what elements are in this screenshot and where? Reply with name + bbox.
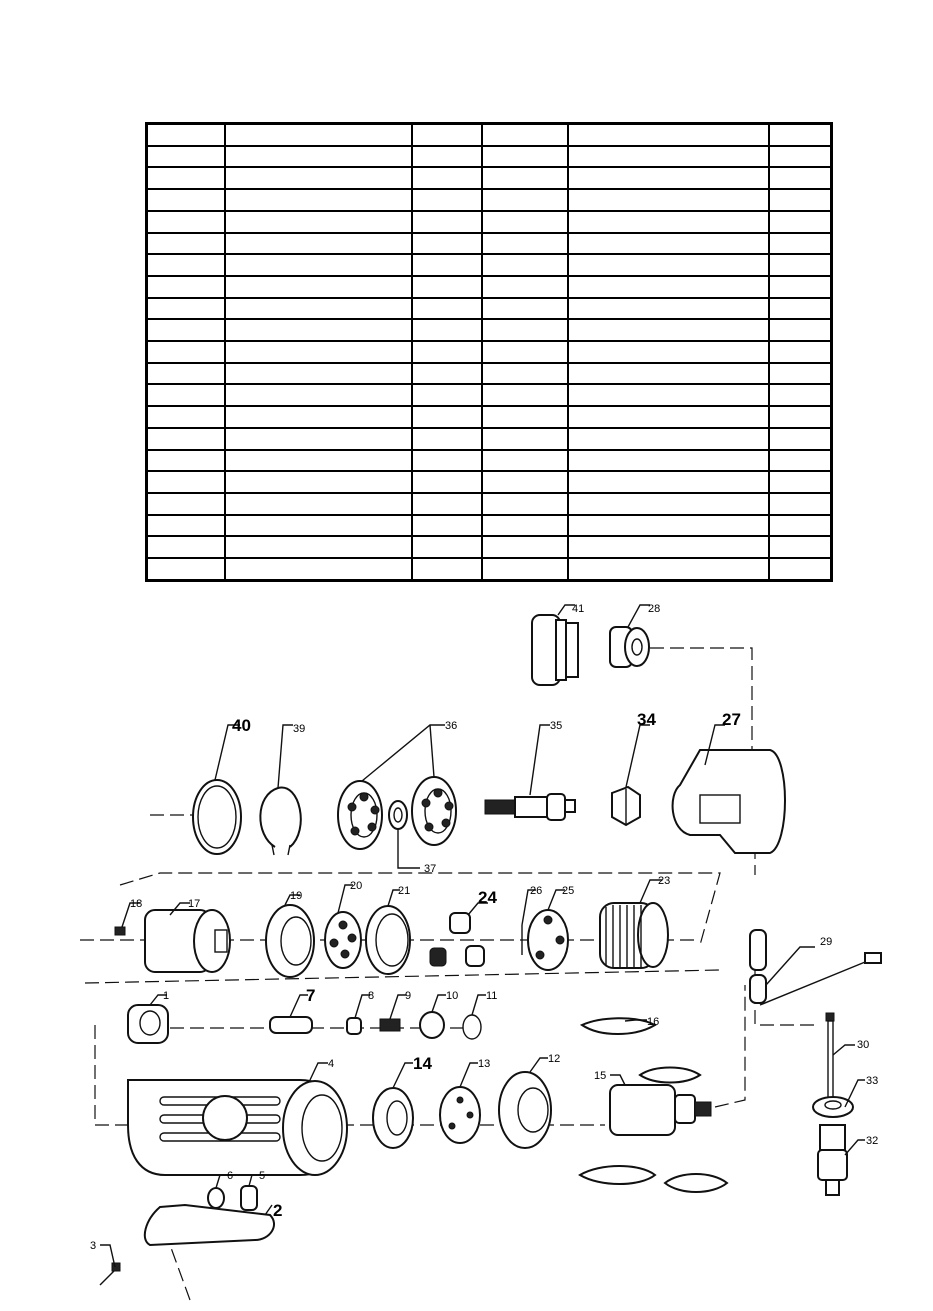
table-row xyxy=(147,558,832,580)
table-cell xyxy=(568,536,769,558)
label-27: 27 xyxy=(722,710,741,729)
table-cell xyxy=(225,471,412,493)
table-cell xyxy=(482,298,568,320)
table-cell xyxy=(568,471,769,493)
table-cell xyxy=(147,319,225,341)
label-17: 17 xyxy=(188,898,201,910)
table-cell xyxy=(412,493,482,515)
table-cell xyxy=(769,471,832,493)
label-5: 5 xyxy=(259,1170,266,1182)
label-40: 40 xyxy=(232,716,251,735)
assembly-lines xyxy=(80,648,820,1300)
label-41: 41 xyxy=(572,603,585,615)
table-cell xyxy=(769,319,832,341)
part-30 xyxy=(826,1013,834,1101)
table-cell xyxy=(568,558,769,580)
table-row xyxy=(147,189,832,211)
table-cell xyxy=(482,341,568,363)
part-2 xyxy=(145,1205,274,1245)
table-cell xyxy=(225,341,412,363)
label-16: 16 xyxy=(647,1016,660,1028)
table-cell xyxy=(482,233,568,255)
table-cell xyxy=(568,167,769,189)
label-24: 24 xyxy=(478,888,497,907)
part-12 xyxy=(499,1072,551,1148)
table-cell xyxy=(568,124,769,146)
label-18: 18 xyxy=(130,898,143,910)
table-row xyxy=(147,384,832,406)
label-14: 14 xyxy=(413,1054,432,1073)
table-cell xyxy=(147,298,225,320)
part-25 xyxy=(528,910,568,970)
part-39 xyxy=(260,787,300,855)
table-cell xyxy=(568,384,769,406)
part-13 xyxy=(440,1087,480,1143)
table-cell xyxy=(147,146,225,168)
table-row xyxy=(147,450,832,472)
label-3: 3 xyxy=(90,1240,97,1252)
part-36-bearing-b xyxy=(412,777,456,845)
table-row xyxy=(147,276,832,298)
table-cell xyxy=(412,319,482,341)
table-cell xyxy=(225,493,412,515)
label-13: 13 xyxy=(478,1058,491,1070)
table-cell xyxy=(568,276,769,298)
table-row xyxy=(147,211,832,233)
table-cell xyxy=(412,233,482,255)
table-cell xyxy=(482,254,568,276)
label-20: 20 xyxy=(350,880,363,892)
part-15 xyxy=(610,1085,711,1135)
table-cell xyxy=(769,254,832,276)
table-cell xyxy=(412,146,482,168)
label-26: 26 xyxy=(530,885,543,897)
table-row xyxy=(147,254,832,276)
table-cell xyxy=(225,428,412,450)
part-20 xyxy=(325,912,361,968)
table-cell xyxy=(147,254,225,276)
table-row xyxy=(147,233,832,255)
table-cell xyxy=(412,298,482,320)
part-10 xyxy=(420,1012,444,1038)
table-cell xyxy=(225,450,412,472)
parts-table xyxy=(145,122,833,582)
parts-table-body xyxy=(147,124,832,581)
table-cell xyxy=(147,406,225,428)
label-30: 30 xyxy=(857,1039,870,1051)
part-32 xyxy=(818,1125,847,1195)
table-cell xyxy=(412,471,482,493)
table-cell xyxy=(412,450,482,472)
table-cell xyxy=(482,428,568,450)
table-cell xyxy=(225,211,412,233)
table-cell xyxy=(482,363,568,385)
table-cell xyxy=(412,211,482,233)
table-cell xyxy=(412,406,482,428)
label-15: 15 xyxy=(594,1070,607,1082)
table-cell xyxy=(225,406,412,428)
table-cell xyxy=(482,515,568,537)
label-6: 6 xyxy=(227,1170,234,1182)
exploded-parts-diagram xyxy=(0,585,933,1311)
table-cell xyxy=(225,124,412,146)
table-cell xyxy=(412,384,482,406)
table-cell xyxy=(412,167,482,189)
table-cell xyxy=(568,189,769,211)
table-row xyxy=(147,406,832,428)
table-cell xyxy=(568,450,769,472)
table-cell xyxy=(769,493,832,515)
table-cell xyxy=(769,211,832,233)
label-32: 32 xyxy=(866,1135,879,1147)
part-8 xyxy=(347,1018,361,1034)
table-cell xyxy=(568,298,769,320)
table-cell xyxy=(147,384,225,406)
part-3 xyxy=(100,1263,120,1285)
label-39: 39 xyxy=(293,723,306,735)
table-row xyxy=(147,341,832,363)
label-1: 1 xyxy=(163,990,170,1002)
table-row xyxy=(147,146,832,168)
table-cell xyxy=(568,341,769,363)
table-cell xyxy=(482,124,568,146)
table-cell xyxy=(225,558,412,580)
table-cell xyxy=(412,515,482,537)
table-cell xyxy=(412,189,482,211)
table-cell xyxy=(147,536,225,558)
label-7: 7 xyxy=(306,986,316,1005)
table-cell xyxy=(482,558,568,580)
table-cell xyxy=(482,493,568,515)
table-cell xyxy=(769,146,832,168)
table-cell xyxy=(769,124,832,146)
table-cell xyxy=(412,536,482,558)
table-cell xyxy=(147,515,225,537)
table-cell xyxy=(568,515,769,537)
table-cell xyxy=(225,363,412,385)
table-cell xyxy=(412,341,482,363)
table-cell xyxy=(482,319,568,341)
part-4 xyxy=(128,1080,347,1175)
label-9: 9 xyxy=(405,990,412,1002)
table-cell xyxy=(225,298,412,320)
table-cell xyxy=(769,189,832,211)
table-row xyxy=(147,493,832,515)
table-cell xyxy=(568,254,769,276)
table-cell xyxy=(769,363,832,385)
table-cell xyxy=(147,450,225,472)
table-cell xyxy=(769,233,832,255)
table-cell xyxy=(482,211,568,233)
label-8: 8 xyxy=(368,990,375,1002)
part-28 xyxy=(610,627,649,667)
table-cell xyxy=(568,146,769,168)
table-cell xyxy=(225,254,412,276)
table-cell xyxy=(482,471,568,493)
table-cell xyxy=(147,276,225,298)
part-23 xyxy=(600,903,668,968)
table-cell xyxy=(482,167,568,189)
table-cell xyxy=(482,536,568,558)
part-33 xyxy=(813,1097,853,1117)
label-4: 4 xyxy=(328,1058,335,1070)
table-cell xyxy=(225,167,412,189)
label-36: 36 xyxy=(445,720,458,732)
table-cell xyxy=(225,189,412,211)
label-19: 19 xyxy=(290,890,303,902)
label-34: 34 xyxy=(637,710,656,729)
table-cell xyxy=(412,124,482,146)
table-row xyxy=(147,515,832,537)
table-cell xyxy=(568,211,769,233)
part-24 xyxy=(430,913,484,966)
part-41 xyxy=(532,615,578,685)
table-cell xyxy=(412,276,482,298)
table-cell xyxy=(769,558,832,580)
table-row xyxy=(147,124,832,146)
table-row xyxy=(147,167,832,189)
part-21 xyxy=(366,906,410,974)
table-cell xyxy=(568,493,769,515)
table-cell xyxy=(482,406,568,428)
part-27 xyxy=(673,750,785,853)
table-cell xyxy=(769,276,832,298)
part-14 xyxy=(373,1088,413,1148)
table-cell xyxy=(769,384,832,406)
table-cell xyxy=(412,558,482,580)
table-cell xyxy=(412,363,482,385)
part-34 xyxy=(612,787,640,825)
label-25: 25 xyxy=(562,885,575,897)
table-cell xyxy=(225,233,412,255)
table-cell xyxy=(147,493,225,515)
part-1 xyxy=(128,1005,168,1043)
table-cell xyxy=(769,406,832,428)
part-6 xyxy=(208,1188,224,1208)
table-cell xyxy=(225,319,412,341)
table-cell xyxy=(568,233,769,255)
label-12: 12 xyxy=(548,1053,561,1065)
part-18 xyxy=(115,927,125,935)
table-cell xyxy=(568,363,769,385)
table-cell xyxy=(769,341,832,363)
part-19 xyxy=(266,905,314,977)
table-cell xyxy=(769,536,832,558)
table-cell xyxy=(147,558,225,580)
table-cell xyxy=(147,211,225,233)
table-row xyxy=(147,319,832,341)
table-cell xyxy=(147,363,225,385)
table-cell xyxy=(412,254,482,276)
part-35 xyxy=(485,794,575,820)
part-9 xyxy=(380,1019,400,1031)
table-cell xyxy=(147,124,225,146)
part-29 xyxy=(750,930,881,1005)
label-21: 21 xyxy=(398,885,411,897)
table-cell xyxy=(147,167,225,189)
table-cell xyxy=(482,189,568,211)
table-cell xyxy=(769,450,832,472)
table-cell xyxy=(225,146,412,168)
label-23: 23 xyxy=(658,875,671,887)
table-cell xyxy=(225,536,412,558)
table-cell xyxy=(568,319,769,341)
table-cell xyxy=(482,384,568,406)
table-cell xyxy=(147,233,225,255)
label-10: 10 xyxy=(446,990,459,1002)
table-cell xyxy=(147,471,225,493)
label-2: 2 xyxy=(273,1201,283,1220)
table-cell xyxy=(225,276,412,298)
label-33: 33 xyxy=(866,1075,879,1087)
table-cell xyxy=(225,384,412,406)
label-29: 29 xyxy=(820,936,833,948)
table-row xyxy=(147,536,832,558)
table-row xyxy=(147,363,832,385)
table-cell xyxy=(482,276,568,298)
table-cell xyxy=(147,189,225,211)
part-17 xyxy=(145,910,230,972)
part-36-bearing-a xyxy=(338,781,382,849)
label-11: 11 xyxy=(486,990,498,1002)
table-cell xyxy=(568,428,769,450)
table-cell xyxy=(482,450,568,472)
label-35: 35 xyxy=(550,720,563,732)
table-row xyxy=(147,471,832,493)
table-cell xyxy=(769,298,832,320)
table-cell xyxy=(482,146,568,168)
part-40 xyxy=(193,780,241,854)
table-cell xyxy=(769,515,832,537)
table-cell xyxy=(412,428,482,450)
part-37 xyxy=(389,801,407,829)
table-cell xyxy=(147,341,225,363)
part-7 xyxy=(270,1017,312,1033)
part-11 xyxy=(463,1015,481,1039)
part-5 xyxy=(241,1186,257,1210)
label-28: 28 xyxy=(648,603,661,615)
table-cell xyxy=(568,406,769,428)
table-cell xyxy=(769,428,832,450)
table-row xyxy=(147,428,832,450)
table-cell xyxy=(225,515,412,537)
label-37: 37 xyxy=(424,863,437,875)
table-cell xyxy=(147,428,225,450)
table-row xyxy=(147,298,832,320)
table-cell xyxy=(769,167,832,189)
